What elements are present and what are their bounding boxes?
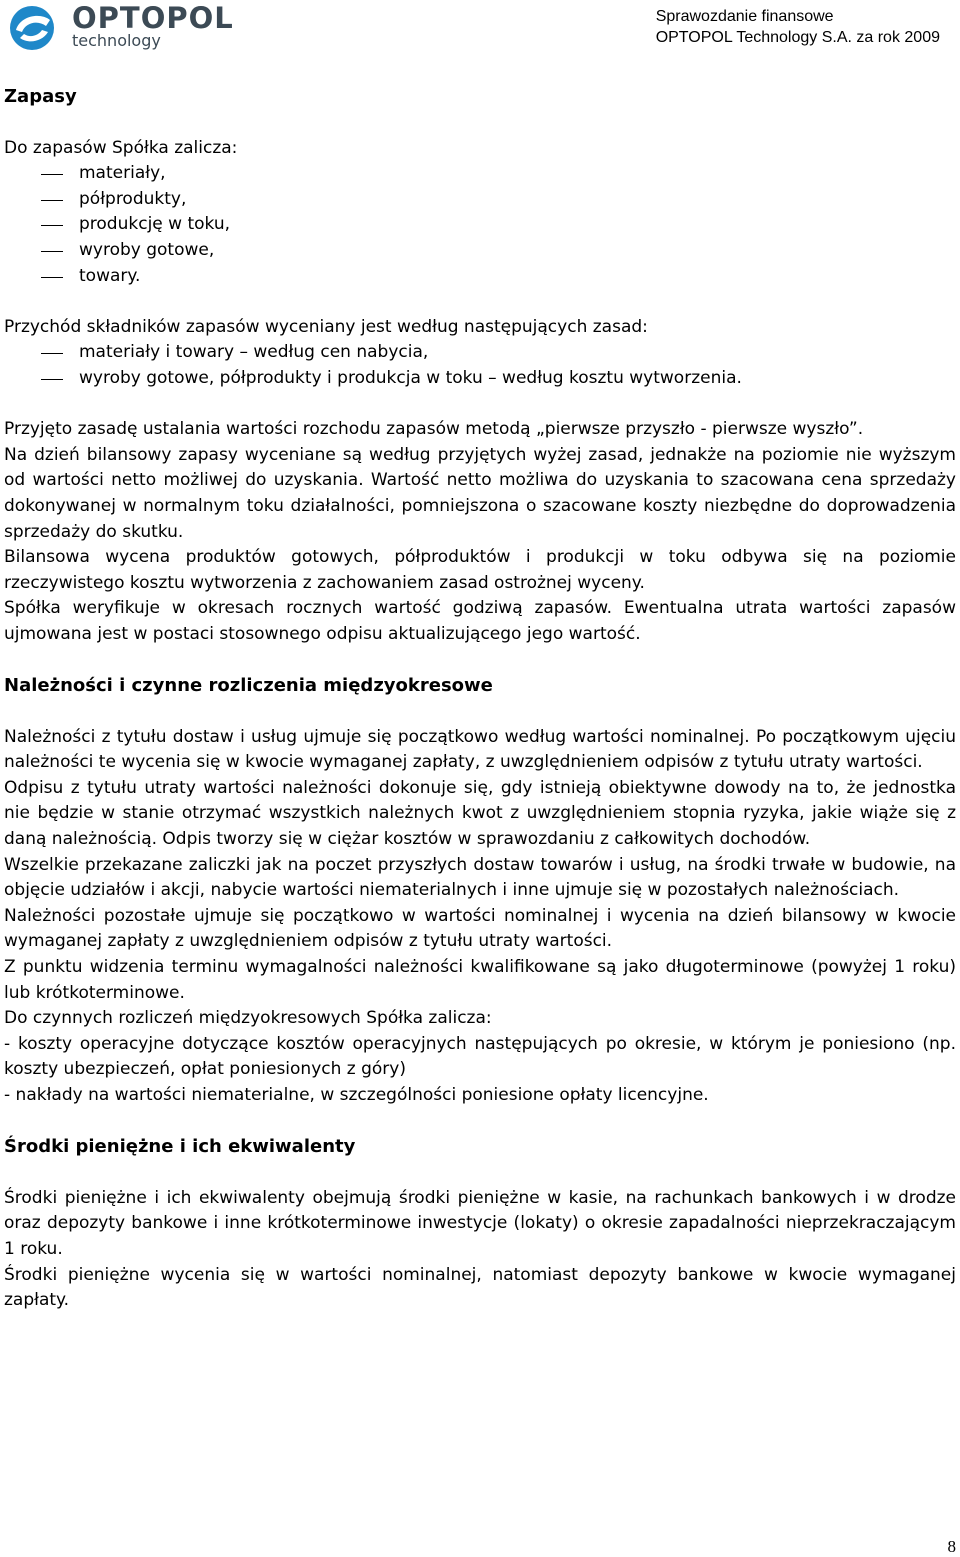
paragraph: Należności pozostałe ujmuje się początkowo w wartości nominalnej i wycenia na dzień bilansowy w kwocie wymaganej zapłaty z uwzględnieniem odpisów z tytułu utraty wartości.: [4, 905, 956, 952]
header-company-year: OPTOPOL Technology S.A. za rok 2009: [655, 29, 940, 46]
logo-subtitle: technology: [72, 31, 161, 50]
page-number: 8: [947, 1537, 956, 1556]
paragraph: Należności z tytułu dostaw i usług ujmuje się początkowo według wartości nominalnej. Po początkowym ujęciu należności te wycenia się w kwocie wymaganej zapłaty, z uwzględnieniem odpisów z tytułu utraty wartości.: [4, 726, 956, 773]
document-body: [4, 84, 956, 1314]
paragraph: Wszelkie przekazane zaliczki jak na poczet przyszłych dostaw towarów i usług, na środki trwałe w budowie, na objęcie udziałów i akcji, nabycie wartości niematerialnych i inne ujmuje się w pozostałych należnościach.: [4, 854, 956, 901]
paragraph: Przyjęto zasadę ustalania wartości rozchodu zapasów metodą „pierwsze przyszło - pierwsze wyszło”.: [4, 419, 864, 440]
paragraph: Odpisu z tytułu utraty wartości należności dokonuje się, gdy istnieją obiektywne dowody na to, że jednostka nie będzie w stanie otrzymać wszystkich należnych kwot z uwzględnieniem stopnia ryzyka, jakie wiąże się z daną należnością. Odpis tworzy się w ciężar kosztów w sprawozdaniu z całkowitych dochodów.: [4, 777, 956, 850]
section-title-srodki: Środki pieniężne i ich ekwiwalenty: [4, 1136, 356, 1158]
list-item: wyroby gotowe, półprodukty i produkcja w toku – według kosztu wytworzenia.: [4, 366, 956, 392]
header-report-info: [656, 6, 940, 48]
company-logo: [6, 2, 246, 52]
page-header: [0, 0, 960, 55]
paragraph: Na dzień bilansowy zapasy wyceniane są według przyjętych wyżej zasad, jednakże na poziomie nie wyższym od wartości netto możliwej do uzyskania. Wartość netto możliwa do uzyskania to szacowana cena sprzedaży dokonywanej w normalnym toku działalności, pomniejszona o szacowane koszty niezbędne do doprowadzenia sprzedaży do skutku.: [4, 444, 956, 542]
optopol-logo-icon: [6, 4, 62, 52]
section-title-naleznosci: Należności i czynne rozliczenia międzyokresowe: [4, 675, 493, 697]
list-item: produkcję w toku,: [4, 212, 956, 238]
paragraph: - koszty operacyjne dotyczące kosztów operacyjnych następujących po okresie, w którym je poniesiono (np. koszty ubezpieczeń, opłat poniesionych z góry): [4, 1033, 956, 1080]
przychod-intro: Przychód składników zapasów wyceniany jest według następujących zasad:: [4, 316, 648, 337]
paragraph: - nakłady na wartości niematerialne, w szczególności poniesione opłaty licencyjne.: [4, 1084, 709, 1105]
paragraph: Bilansowa wycena produktów gotowych, półproduktów i produkcji w toku odbywa się na poziomie rzeczywistego kosztu wytworzenia z zachowaniem zasad ostrożnej wyceny.: [4, 547, 956, 593]
logo-wordmark: OPTOPOL: [72, 1, 234, 35]
list-item: półprodukty,: [4, 187, 956, 213]
paragraph: Z punktu widzenia terminu wymagalności należności kwalifikowane są jako długoterminowe (powyżej 1 roku) lub krótkoterminowe.: [4, 957, 956, 1003]
zapasy-list: [4, 161, 956, 289]
zapasy-intro: Do zapasów Spółka zalicza:: [4, 137, 238, 158]
paragraph: Do czynnych rozliczeń międzyokresowych Spółka zalicza:: [4, 1008, 492, 1029]
paragraph: Środki pieniężne wycenia się w wartości nominalnej, natomiast depozyty bankowe w kwocie wymaganej zapłaty.: [4, 1264, 956, 1311]
list-item: wyroby gotowe,: [4, 238, 956, 264]
list-item: materiały i towary – według cen nabycia,: [4, 340, 956, 366]
przychod-list: [4, 340, 956, 391]
list-item: materiały,: [4, 161, 956, 187]
section-title-zapasy: Zapasy: [4, 86, 77, 107]
paragraph: Środki pieniężne i ich ekwiwalenty obejmują środki pieniężne w kasie, na rachunkach bankowych i w drodze oraz depozyty bankowe i inne krótkoterminowe inwestycje (lokaty) o okresie zapadalności nieprzekraczającym 1 roku.: [4, 1187, 956, 1259]
list-item: towary.: [4, 264, 956, 290]
header-report-title: Sprawozdanie finansowe: [655, 8, 834, 25]
paragraph: Spółka weryfikuje w okresach rocznych wartość godziwą zapasów. Ewentualna utrata wartości zapasów ujmowana jest w postaci stosownego odpisu aktualizującego jego wartość.: [4, 598, 956, 644]
